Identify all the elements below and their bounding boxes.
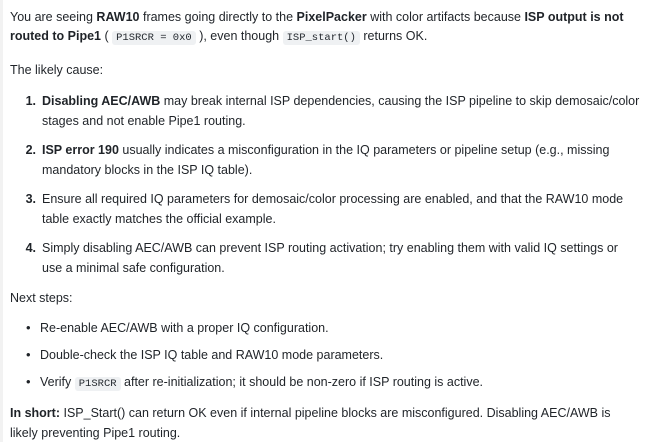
- cause-heading: The likely cause:: [10, 62, 104, 77]
- list-item: [40, 318, 640, 338]
- cause-4-text: Simply disabling AEC/AWB can prevent ISP routing activation; try enabling them with valid IQ settings or use a minimal safe configuration.: [42, 241, 618, 276]
- step-3-post: after re-initialization; it should be non-zero if ISP routing is active.: [120, 374, 484, 389]
- list-item: [40, 238, 640, 278]
- intro-seg-4: (: [100, 29, 113, 44]
- list-item: [40, 140, 640, 180]
- left-edge-rule: [0, 0, 3, 442]
- intro-bold-pixelpacker: PixelPacker: [296, 10, 367, 24]
- intro-seg-5: ), even though: [195, 29, 283, 44]
- cause-3-text: Ensure all required IQ parameters for demosaic/color processing are enabled, and that the RAW10 mode table exactly matches the official example.: [42, 192, 624, 227]
- summary-text: ISP_Start() can return OK even if internal pipeline blocks are misconfigured. Disabling AEC/AWB is likely preventing Pipe1 routing.: [10, 406, 611, 441]
- cause-list: [10, 91, 640, 278]
- summary-bold: In short:: [10, 406, 60, 421]
- next-steps-heading: Next steps:: [10, 291, 73, 306]
- intro-paragraph: [10, 8, 640, 47]
- code-isp-start: ISP_start(): [283, 31, 360, 45]
- list-item: [40, 372, 640, 393]
- cause-2-bold: ISP error 190: [42, 143, 119, 158]
- cause-1-text: may break internal ISP dependencies, causing the ISP pipeline to skip demosaic/color stages and not enable Pipe1 routing.: [42, 94, 640, 129]
- summary-paragraph: [10, 403, 640, 443]
- next-steps-list: [10, 318, 640, 393]
- cause-2-text: usually indicates a misconfiguration in the IQ parameters or pipeline setup (e.g., missing mandatory blocks in the ISP IQ table).: [42, 143, 610, 178]
- intro-seg-6: returns OK.: [359, 29, 428, 44]
- code-p1srcr: P1SRCR: [75, 377, 121, 391]
- code-p1srcr-value: P1SRCR = 0x0: [112, 31, 196, 45]
- list-item: [40, 345, 640, 365]
- intro-bold-not-routed: ISP output is not routed to Pipe1: [10, 10, 624, 44]
- intro-seg-3: with color artifacts because: [366, 10, 525, 24]
- intro-bold-raw10: RAW10: [96, 10, 140, 24]
- cause-1-bold: Disabling AEC/AWB: [42, 94, 161, 109]
- intro-seg-1: You are seeing: [10, 10, 97, 24]
- list-item: [40, 189, 640, 229]
- step-2-text: Double-check the ISP IQ table and RAW10 mode parameters.: [40, 347, 384, 362]
- step-1-text: Re-enable AEC/AWB with a proper IQ configuration.: [40, 320, 329, 335]
- intro-seg-2: frames going directly to the: [139, 10, 297, 24]
- list-item: [40, 91, 640, 131]
- step-3-pre: Verify: [40, 374, 75, 389]
